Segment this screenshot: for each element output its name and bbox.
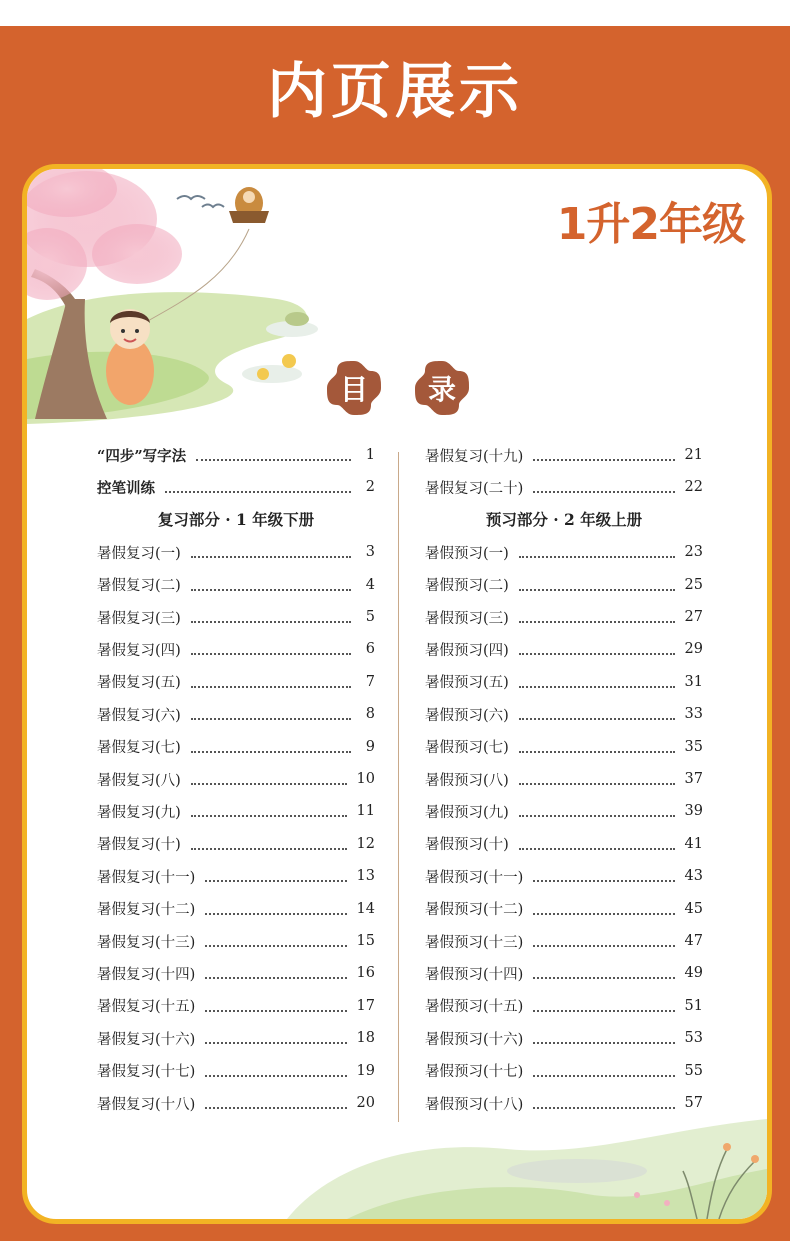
toc-entry-label: 暑假预习(四) (425, 642, 509, 659)
toc-entry-page: 39 (684, 803, 703, 820)
toc-entry-label: 暑假复习(八) (97, 772, 181, 789)
toc-entry-page: 55 (684, 1062, 703, 1079)
toc-leader-dots (533, 1032, 674, 1044)
toc-entry[interactable] (425, 736, 703, 758)
toc-entry-label: 暑假复习(十五) (97, 999, 196, 1016)
toc-entry[interactable] (425, 800, 703, 822)
toc-entry-label: 暑假预习(八) (425, 772, 509, 789)
toc-entry-label: 暑假预习(十二) (425, 902, 524, 919)
toc-entry[interactable] (97, 1060, 375, 1082)
toc-leader-dots (205, 967, 346, 979)
toc-heading-char: 录 (427, 373, 456, 406)
toc-leader-dots (533, 935, 674, 947)
toc-leader-dots (165, 481, 351, 493)
toc-leader-dots (191, 611, 351, 623)
toc-entry-page: 4 (365, 576, 375, 593)
toc-leader-dots (191, 773, 347, 785)
toc-leader-dots (519, 676, 675, 688)
toc-entry[interactable] (97, 476, 375, 498)
toc-entry[interactable] (425, 638, 703, 660)
toc-entry-label: 暑假预习(十三) (425, 934, 524, 951)
toc-leader-dots (191, 676, 351, 688)
toc-heading-badge-2 (413, 359, 471, 417)
toc-entry-label: 暑假复习(十) (97, 837, 181, 854)
toc-entry-page: 35 (684, 738, 703, 755)
toc-leader-dots (519, 805, 675, 817)
toc-entry-label: 暑假复习(十八) (97, 1096, 196, 1113)
toc-entry-label: 暑假预习(六) (425, 707, 509, 724)
toc-entry[interactable] (97, 703, 375, 725)
toc-entry-label: 暑假预习(九) (425, 804, 509, 821)
toc-entry-label: 暑假复习(十九) (425, 448, 524, 465)
toc-entry-label: 暑假复习(七) (97, 740, 181, 757)
toc-entry-page: 7 (365, 673, 375, 690)
toc-entry-page: 21 (684, 447, 703, 463)
toc-leader-dots (205, 1000, 346, 1012)
toc-leader-dots (191, 546, 351, 558)
toc-entry[interactable] (425, 995, 703, 1017)
toc-entry[interactable] (97, 833, 375, 855)
toc-entry-label: 暑假复习(六) (97, 707, 181, 724)
toc-entry[interactable] (97, 671, 375, 693)
toc-entry-label: 暑假预习(十六) (425, 1031, 524, 1048)
toc-entry-page: 14 (356, 900, 375, 917)
toc-entry-label: 暑假预习(五) (425, 675, 509, 692)
toc-entry[interactable] (425, 444, 703, 466)
toc-section-heading: 预习部分 · 2 年级上册 (485, 509, 643, 529)
toc-entry-page: 6 (365, 641, 375, 658)
toc-leader-dots (533, 870, 674, 882)
toc-entry-label: 暑假预习(十八) (425, 1096, 524, 1113)
toc-entry-page: 11 (356, 803, 375, 820)
toc-entry[interactable] (97, 736, 375, 758)
toc-entry[interactable] (97, 638, 375, 660)
toc-leader-dots (519, 741, 675, 753)
toc-entry-label: 暑假预习(一) (425, 545, 509, 562)
toc-leader-dots (519, 773, 675, 785)
toc-entry[interactable] (425, 962, 703, 984)
toc-leader-dots (205, 935, 346, 947)
toc-leader-dots (191, 708, 351, 720)
toc-entry-label: 暑假复习(十七) (97, 1064, 196, 1081)
toc-entry[interactable] (425, 606, 703, 628)
toc-entry[interactable] (97, 444, 375, 466)
toc-entry-page: 33 (684, 706, 703, 723)
toc-entry[interactable] (425, 865, 703, 887)
toc-leader-dots (533, 903, 674, 915)
toc-entry-page: 49 (684, 965, 703, 982)
toc-leader-dots (533, 449, 674, 461)
toc-entry[interactable] (97, 1027, 375, 1049)
toc-entry-page: 37 (684, 771, 703, 787)
toc-entry-page: 31 (684, 673, 703, 690)
grade-label: 1升2年级 (556, 199, 745, 250)
toc-entry-label: 暑假复习(三) (97, 610, 181, 627)
toc-entry-page: 51 (684, 997, 703, 1014)
toc-leader-dots (191, 741, 351, 753)
toc-entry-page: 5 (365, 609, 375, 625)
toc-entry[interactable] (425, 768, 703, 790)
toc-entry-page: 45 (684, 900, 703, 917)
toc-entry-page: 13 (356, 868, 375, 885)
toc-entry[interactable] (425, 574, 703, 596)
toc-entry-page: 10 (356, 771, 375, 787)
toc-entry-page: 1 (365, 447, 375, 463)
toc-entry[interactable] (425, 1027, 703, 1049)
toc-leader-dots (205, 1032, 346, 1044)
toc-leader-dots (533, 481, 674, 493)
toc-entry[interactable] (425, 541, 703, 563)
toc-entry[interactable] (425, 476, 703, 498)
toc-entry-label: “四步”写字法 (97, 447, 187, 465)
toc-entry[interactable] (97, 930, 375, 952)
toc-leader-dots (191, 643, 351, 655)
toc-entry-label: 暑假预习(十一) (425, 869, 524, 886)
toc-entry-page: 18 (356, 1030, 375, 1047)
toc-entry[interactable] (97, 768, 375, 790)
toc-leader-dots (519, 611, 675, 623)
toc-leader-dots (191, 579, 351, 591)
toc-entry-label: 暑假预习(二) (425, 578, 509, 595)
toc-entry[interactable] (425, 671, 703, 693)
toc-entry-page: 3 (365, 544, 375, 561)
toc-leader-dots (519, 546, 675, 558)
toc-entry-page: 19 (356, 1062, 375, 1079)
toc-leader-dots (205, 1065, 346, 1077)
toc-leader-dots (191, 838, 347, 850)
toc-entry-label: 暑假复习(十二) (97, 902, 196, 919)
toc-leader-dots (533, 1065, 674, 1077)
toc-heading-badge-1 (325, 359, 383, 417)
toc-entry-label: 暑假复习(一) (97, 545, 181, 562)
toc-section-heading: 复习部分 · 1 年级下册 (157, 509, 315, 529)
toc-entry-page: 29 (684, 641, 703, 658)
toc-entry-page: 47 (684, 933, 703, 949)
toc-entry[interactable] (97, 800, 375, 822)
toc-entry[interactable] (97, 541, 375, 563)
toc-entry[interactable] (425, 833, 703, 855)
toc-entry-label: 暑假复习(九) (97, 804, 181, 821)
toc-entry-page: 57 (684, 1095, 703, 1111)
toc-entry[interactable] (97, 898, 375, 920)
toc-entry-page: 25 (684, 576, 703, 593)
meadow-illustration (287, 1099, 767, 1219)
toc-entry-label: 暑假预习(七) (425, 740, 509, 757)
toc-entry[interactable] (425, 898, 703, 920)
toc-entry[interactable] (425, 930, 703, 952)
toc-heading-char: 目 (339, 373, 368, 406)
toc-entry-label: 暑假复习(十一) (97, 869, 196, 886)
chick-icon (282, 354, 296, 368)
toc-entry-page: 53 (684, 1030, 703, 1047)
toc-entry-label: 暑假复习(二) (97, 578, 181, 595)
toc-entry-page: 12 (356, 835, 375, 852)
toc-entry-label: 暑假复习(十六) (97, 1031, 196, 1048)
toc-entry-label: 暑假预习(十七) (425, 1064, 524, 1081)
toc-entry-page: 22 (684, 479, 703, 496)
toc-leader-dots (519, 708, 675, 720)
toc-entry[interactable] (97, 606, 375, 628)
toc-entry[interactable] (97, 962, 375, 984)
content-card (22, 164, 772, 1224)
toc-entry-label: 暑假复习(十三) (97, 934, 196, 951)
toc-entry-page: 20 (356, 1095, 375, 1111)
toc-entry-page: 43 (684, 868, 703, 885)
toc-entry-label: 暑假预习(十四) (425, 966, 524, 983)
toc-entry-page: 23 (684, 544, 703, 561)
toc-leader-dots (205, 903, 346, 915)
toc-entry[interactable] (425, 703, 703, 725)
toc-entry[interactable] (97, 995, 375, 1017)
toc-entry[interactable] (425, 1060, 703, 1082)
toc-entry-label: 控笔训练 (97, 479, 155, 497)
toc-leader-dots (533, 1000, 674, 1012)
toc-entry-page: 9 (365, 738, 375, 755)
toc-entry-label: 暑假复习(五) (97, 675, 181, 692)
toc-entry-label: 暑假预习(十) (425, 837, 509, 854)
toc-entry-page: 2 (365, 479, 375, 496)
toc-leader-dots (205, 870, 346, 882)
toc-entry-page: 41 (684, 835, 703, 852)
toc-entry-page: 17 (356, 997, 375, 1014)
toc-leader-dots (519, 579, 675, 591)
toc-entry-page: 27 (684, 609, 703, 625)
toc-leader-dots (519, 838, 675, 850)
toc-entry[interactable] (97, 865, 375, 887)
toc-leader-dots (533, 967, 674, 979)
toc-entry-label: 暑假复习(十四) (97, 966, 196, 983)
toc-leader-dots (196, 449, 351, 461)
toc-leader-dots (519, 643, 675, 655)
toc-entry-page: 8 (365, 706, 375, 723)
column-divider (398, 452, 399, 1122)
toc-entry-label: 暑假复习(四) (97, 642, 181, 659)
toc-leader-dots (191, 805, 347, 817)
toc-entry[interactable] (97, 574, 375, 596)
toc-entry-label: 暑假复习(二十) (425, 480, 524, 497)
toc-entry-page: 16 (356, 965, 375, 982)
page-title: 内页展示 (267, 57, 523, 127)
toc-entry-page: 15 (356, 933, 375, 949)
toc-entry-label: 暑假预习(十五) (425, 999, 524, 1016)
toc-entry-label: 暑假预习(三) (425, 610, 509, 627)
